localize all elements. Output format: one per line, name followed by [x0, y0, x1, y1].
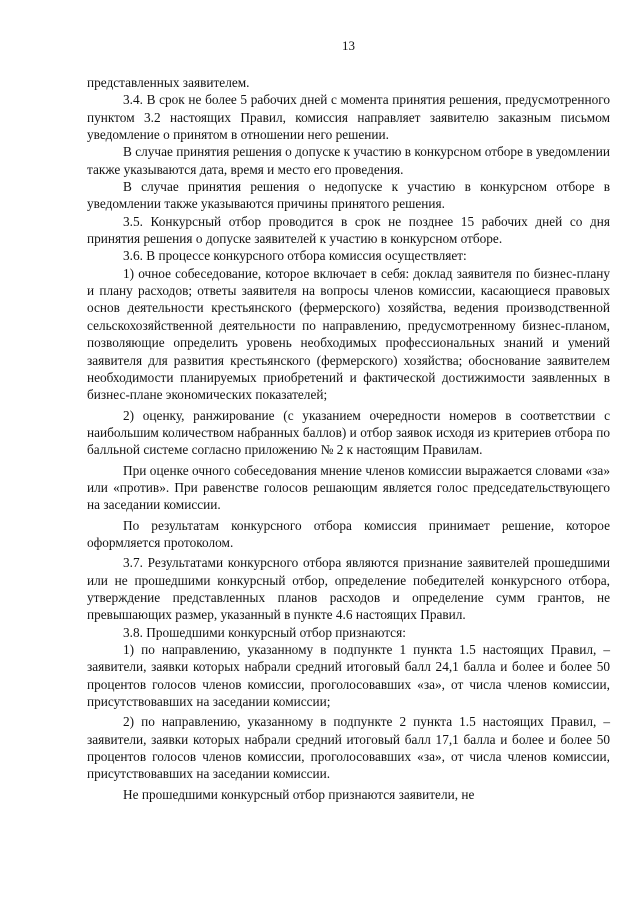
- paragraph-rejection-notice: В случае принятия решения о недопуске к участию в конкурсном отборе в уведомлении также указываются причины принятого решения.: [87, 179, 610, 212]
- paragraph-interview-voting: При оценке очного собеседования мнение членов комиссии выражается словами «за» или «против». При равенстве голосов решающим является голос председательствующего на заседании комиссии.: [87, 462, 610, 513]
- paragraph-3-4: 3.4. В срок не более 5 рабочих дней с момента принятия решения, предусмотренного пунктом 3.2 настоящих Правил, комиссия направляет заявителю заказным письмом уведомление о принятом в отношении него решении.: [87, 92, 610, 143]
- paragraph-3-6-item-2: 2) оценку, ранжирование (с указанием очередности номеров в соответствии с наибольшим количеством набранных баллов) и отбор заявок исходя из критериев отбора по балльной системе согласно приложению № 2 к настоящим Правилам.: [87, 407, 610, 458]
- paragraph-admission-notice: В случае принятия решения о допуске к участию в конкурсном отборе в уведомлении также указываются дата, время и место его проведения.: [87, 144, 610, 177]
- paragraph-continuation: представленных заявителем.: [87, 75, 250, 90]
- paragraph-3-8-item-2: 2) по направлению, указанному в подпункте 2 пункта 1.5 настоящих Правил, – заявители, заявки которых набрали средний итоговый балл 17,1 балла и более и более 50 процентов голосов членов комиссии, проголосовавших «за», от числа членов комиссии, присутствовавших на заседании комиссии.: [87, 714, 610, 782]
- paragraph-3-8-item-1: 1) по направлению, указанному в подпункте 1 пункта 1.5 настоящих Правил, – заявители, заявки которых набрали средний итоговый балл 24,1 балла и более и более 50 процентов голосов членов комиссии, проголосовавших «за», от числа членов комиссии, присутствовавших на заседании комиссии;: [87, 642, 610, 710]
- paragraph-3-7: 3.7. Результатами конкурсного отбора являются признание заявителей прошедшими или не прошедшими конкурсный отбор, определение победителей конкурсного отбора, утверждение представленных планов расходов и определение сумм грантов, не превышающих размер, указанный в пункте 4.6 настоящих Правил.: [87, 555, 610, 623]
- document-body: [87, 74, 610, 803]
- page-number: 13: [342, 38, 355, 53]
- paragraph-3-6: 3.6. В процессе конкурсного отбора комиссия осуществляет:: [123, 248, 467, 264]
- paragraph-3-8: 3.8. Прошедшими конкурсный отбор признаются:: [123, 624, 406, 640]
- paragraph-3-6-item-1: 1) очное собеседование, которое включает в себя: доклад заявителя по бизнес-плану и плану расходов; ответы заявителя на вопросы членов комиссии, касающиеся правовых основ деятельности крестьянского (фермерского) хозяйства, ведения производственной сельскохозяйственной деятельности по направлению, предусмотренному бизнес-планом, позволяющие определить уровень необходимых профессиональных знаний и умений заявителя для развития крестьянского (фермерского) хозяйства; обоснование заявителем необходимости планируемых приобретений и фактической достижимости заявленных в бизнес-плане экономических показателей;: [87, 265, 610, 403]
- paragraph-not-passed: Не прошедшими конкурсный отбор признаются заявители, не: [123, 786, 475, 802]
- paragraph-3-5: 3.5. Конкурсный отбор проводится в срок не позднее 15 рабочих дней со дня принятия решения о допуске заявителей к участию в конкурсном отборе.: [87, 213, 610, 247]
- paragraph-protocol: По результатам конкурсного отбора комиссия принимает решение, которое оформляется протоколом.: [87, 517, 610, 550]
